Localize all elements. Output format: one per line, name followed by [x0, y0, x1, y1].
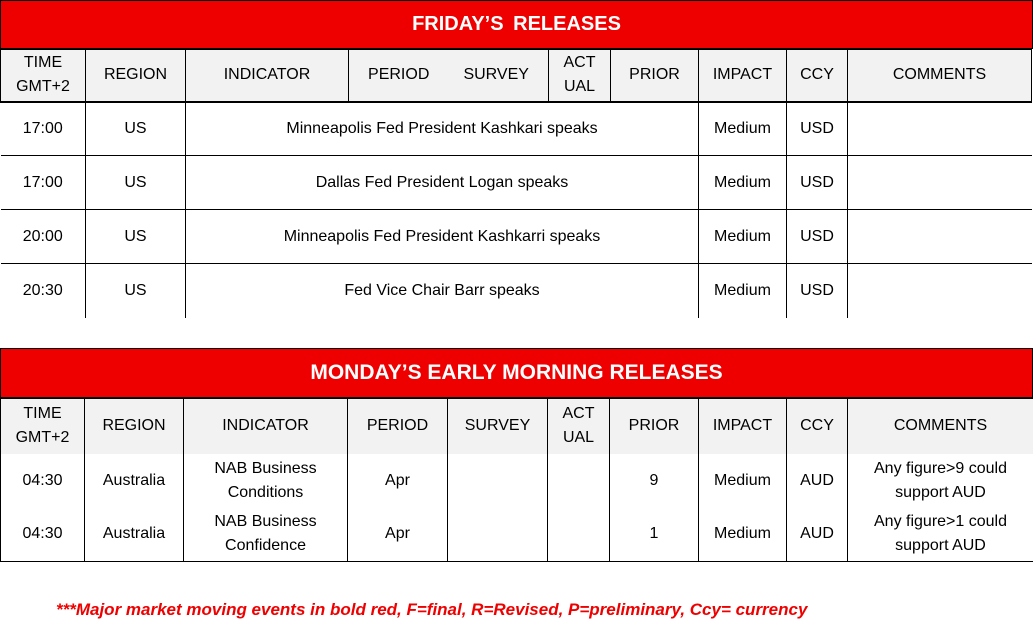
monday-banner-title: MONDAY’S EARLY MORNING RELEASES [310, 361, 723, 384]
cell-comments [848, 210, 1032, 264]
header-time: TIME GMT+2 [1, 399, 85, 454]
cell-ccy: USD [787, 264, 848, 318]
cell-ccy: AUD [787, 508, 848, 562]
cell-indicator: Minneapolis Fed President Kashkari speaks [186, 102, 699, 156]
header-time: TIME GMT+2 [1, 50, 86, 102]
cell-indicator: NAB Business Conditions [184, 454, 348, 508]
table-row [1, 508, 1033, 562]
cell-impact: Medium [699, 102, 787, 156]
cell-comments: Any figure>9 could support AUD [848, 454, 1033, 508]
monday-banner [0, 348, 1033, 398]
header-period-survey [349, 50, 549, 102]
cell-ccy: USD [787, 156, 848, 210]
monday-header-row [1, 399, 1033, 454]
cell-time: 04:30 [1, 454, 85, 508]
cell-region: US [86, 156, 186, 210]
cell-actual [548, 454, 610, 508]
header-indicator: INDICATOR [184, 399, 348, 454]
cell-indicator: Dallas Fed President Logan speaks [186, 156, 699, 210]
friday-header-row [1, 50, 1032, 102]
table-row [1, 156, 1032, 210]
monday-releases-table [0, 398, 1033, 562]
footnote: ***Major market moving events in bold red, F=final, R=Revised, P=preliminary, Ccy= currency [56, 600, 808, 619]
friday-banner-title: FRIDAY’S RELEASES [412, 13, 621, 35]
header-period: PERIOD [368, 66, 430, 84]
cell-comments: Any figure>1 could support AUD [848, 508, 1033, 562]
header-period: PERIOD [348, 399, 448, 454]
header-ccy: CCY [787, 50, 848, 102]
header-region: REGION [86, 50, 186, 102]
header-indicator: INDICATOR [186, 50, 349, 102]
cell-region: US [86, 102, 186, 156]
header-comments: COMMENTS [848, 50, 1032, 102]
cell-period: Apr [348, 454, 448, 508]
header-actual: ACT UAL [548, 399, 610, 454]
cell-impact: Medium [699, 156, 787, 210]
header-ccy: CCY [787, 399, 848, 454]
cell-actual [548, 508, 610, 562]
cell-indicator: NAB Business Confidence [184, 508, 348, 562]
table-row [1, 210, 1032, 264]
cell-region: Australia [85, 454, 184, 508]
cell-comments [848, 156, 1032, 210]
header-survey: SURVEY [463, 66, 529, 84]
cell-time: 17:00 [1, 156, 86, 210]
cell-indicator: Fed Vice Chair Barr speaks [186, 264, 699, 318]
cell-period: Apr [348, 508, 448, 562]
cell-time: 20:30 [1, 264, 86, 318]
cell-time: 04:30 [1, 508, 85, 562]
cell-time: 17:00 [1, 102, 86, 156]
table-row [1, 102, 1032, 156]
cell-impact: Medium [699, 210, 787, 264]
cell-ccy: USD [787, 210, 848, 264]
cell-comments [848, 264, 1032, 318]
table-row [1, 264, 1032, 318]
cell-region: Australia [85, 508, 184, 562]
friday-releases-table [0, 49, 1032, 318]
header-impact: IMPACT [699, 399, 787, 454]
cell-ccy: USD [787, 102, 848, 156]
header-region: REGION [85, 399, 184, 454]
cell-impact: Medium [699, 264, 787, 318]
cell-region: US [86, 264, 186, 318]
cell-prior: 1 [610, 508, 699, 562]
header-survey: SURVEY [448, 399, 548, 454]
header-actual: ACT UAL [549, 50, 611, 102]
header-prior: PRIOR [611, 50, 699, 102]
cell-indicator: Minneapolis Fed President Kashkarri speaks [186, 210, 699, 264]
friday-banner [0, 0, 1033, 49]
cell-prior: 9 [610, 454, 699, 508]
cell-survey [448, 454, 548, 508]
cell-survey [448, 508, 548, 562]
table-row [1, 454, 1033, 508]
cell-ccy: AUD [787, 454, 848, 508]
header-prior: PRIOR [610, 399, 699, 454]
cell-impact: Medium [699, 508, 787, 562]
header-impact: IMPACT [699, 50, 787, 102]
cell-time: 20:00 [1, 210, 86, 264]
cell-region: US [86, 210, 186, 264]
cell-impact: Medium [699, 454, 787, 508]
cell-comments [848, 102, 1032, 156]
header-comments: COMMENTS [848, 399, 1033, 454]
